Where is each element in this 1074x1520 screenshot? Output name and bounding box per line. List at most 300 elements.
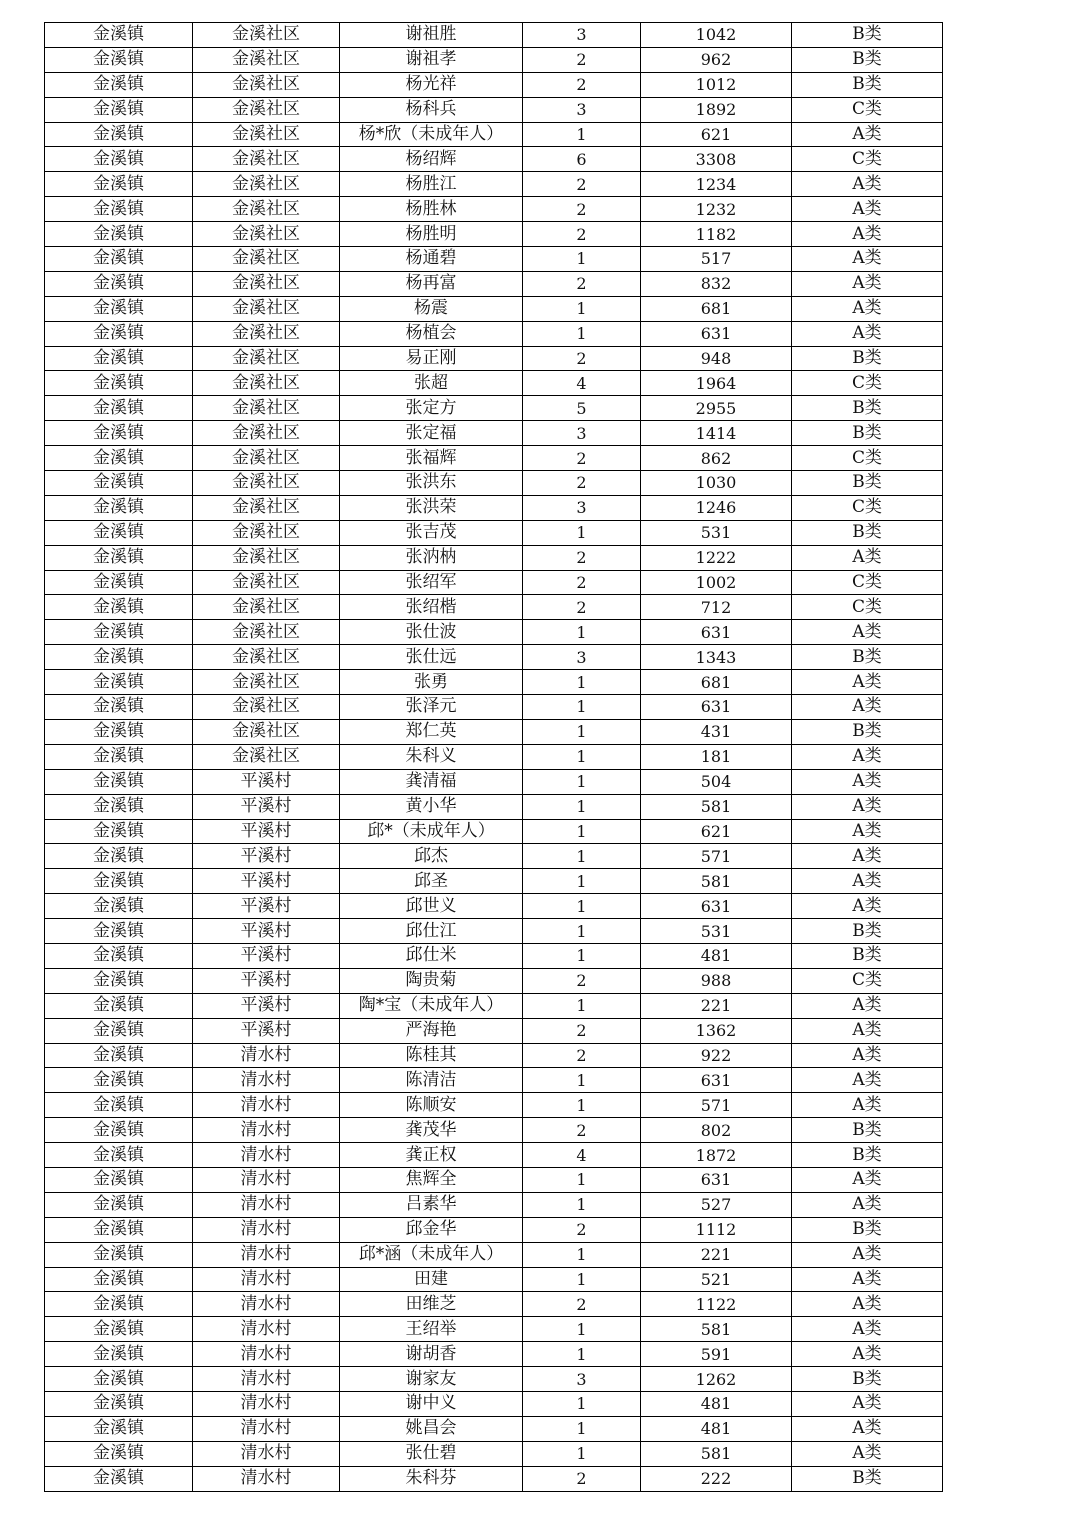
name-cell: 朱科义 [340,744,523,769]
table-row [45,296,943,321]
category-cell: C类 [792,147,943,172]
amount-cell: 221 [641,993,792,1018]
village-cell: 清水村 [193,1267,340,1292]
village-cell: 金溪社区 [193,247,340,272]
town-cell: 金溪镇 [45,1242,193,1267]
village-cell: 金溪社区 [193,744,340,769]
village-cell: 清水村 [193,1093,340,1118]
category-cell: C类 [792,570,943,595]
amount-cell: 802 [641,1118,792,1143]
amount-cell: 631 [641,1167,792,1192]
village-cell: 金溪社区 [193,446,340,471]
town-cell: 金溪镇 [45,1267,193,1292]
village-cell: 金溪社区 [193,670,340,695]
table-row [45,993,943,1018]
category-cell: A类 [792,222,943,247]
name-cell: 邱杰 [340,844,523,869]
document-page [44,22,942,1492]
household-size-cell: 1 [523,670,641,695]
name-cell: 张汭枘 [340,545,523,570]
town-cell: 金溪镇 [45,97,193,122]
name-cell: 张仕远 [340,645,523,670]
name-cell: 邱金华 [340,1217,523,1242]
village-cell: 金溪社区 [193,719,340,744]
category-cell: A类 [792,122,943,147]
category-cell: A类 [792,1192,943,1217]
name-cell: 张吉茂 [340,520,523,545]
category-cell: A类 [792,1018,943,1043]
household-size-cell: 3 [523,421,641,446]
table-row [45,1317,943,1342]
amount-cell: 948 [641,346,792,371]
town-cell: 金溪镇 [45,1192,193,1217]
amount-cell: 1262 [641,1367,792,1392]
village-cell: 金溪社区 [193,147,340,172]
table-row [45,520,943,545]
village-cell: 金溪社区 [193,72,340,97]
village-cell: 金溪社区 [193,545,340,570]
category-cell: A类 [792,794,943,819]
table-row [45,72,943,97]
household-size-cell: 2 [523,968,641,993]
town-cell: 金溪镇 [45,1317,193,1342]
name-cell: 张绍军 [340,570,523,595]
town-cell: 金溪镇 [45,1167,193,1192]
household-size-cell: 3 [523,645,641,670]
amount-cell: 1964 [641,371,792,396]
category-cell: A类 [792,271,943,296]
household-size-cell: 2 [523,172,641,197]
category-cell: B类 [792,346,943,371]
table-row [45,695,943,720]
category-cell: A类 [792,296,943,321]
table-row [45,1242,943,1267]
category-cell: B类 [792,1217,943,1242]
category-cell: C类 [792,495,943,520]
village-cell: 金溪社区 [193,23,340,48]
village-cell: 金溪社区 [193,271,340,296]
table-row [45,1292,943,1317]
town-cell: 金溪镇 [45,446,193,471]
amount-cell: 922 [641,1043,792,1068]
household-size-cell: 1 [523,744,641,769]
household-size-cell: 3 [523,97,641,122]
town-cell: 金溪镇 [45,495,193,520]
village-cell: 金溪社区 [193,371,340,396]
household-size-cell: 1 [523,1317,641,1342]
household-size-cell: 2 [523,346,641,371]
table-row [45,894,943,919]
category-cell: A类 [792,1292,943,1317]
town-cell: 金溪镇 [45,1342,193,1367]
village-cell: 平溪村 [193,919,340,944]
household-size-cell: 1 [523,1441,641,1466]
amount-cell: 1362 [641,1018,792,1043]
name-cell: 邱世义 [340,894,523,919]
category-cell: B类 [792,23,943,48]
name-cell: 吕素华 [340,1192,523,1217]
amount-cell: 221 [641,1242,792,1267]
name-cell: 邱*涵（未成年人） [340,1242,523,1267]
amount-cell: 1222 [641,545,792,570]
household-size-cell: 2 [523,446,641,471]
name-cell: 陈清洁 [340,1068,523,1093]
name-cell: 杨绍辉 [340,147,523,172]
household-size-cell: 1 [523,695,641,720]
table-row [45,1441,943,1466]
household-size-cell: 2 [523,47,641,72]
name-cell: 杨胜江 [340,172,523,197]
village-cell: 清水村 [193,1416,340,1441]
category-cell: C类 [792,968,943,993]
name-cell: 张洪东 [340,471,523,496]
category-cell: B类 [792,396,943,421]
table-row [45,97,943,122]
town-cell: 金溪镇 [45,1466,193,1491]
table-row [45,1043,943,1068]
household-size-cell: 1 [523,1267,641,1292]
household-size-cell: 1 [523,769,641,794]
town-cell: 金溪镇 [45,23,193,48]
table-row [45,47,943,72]
amount-cell: 621 [641,819,792,844]
table-row [45,545,943,570]
table-row [45,769,943,794]
amount-cell: 2955 [641,396,792,421]
name-cell: 陈桂其 [340,1043,523,1068]
amount-cell: 504 [641,769,792,794]
household-size-cell: 3 [523,495,641,520]
village-cell: 金溪社区 [193,197,340,222]
household-size-cell: 5 [523,396,641,421]
household-size-cell: 6 [523,147,641,172]
amount-cell: 832 [641,271,792,296]
village-cell: 平溪村 [193,993,340,1018]
table-row [45,1167,943,1192]
name-cell: 田建 [340,1267,523,1292]
town-cell: 金溪镇 [45,47,193,72]
name-cell: 杨科兵 [340,97,523,122]
amount-cell: 222 [641,1466,792,1491]
village-cell: 平溪村 [193,794,340,819]
village-cell: 金溪社区 [193,421,340,446]
name-cell: 张绍楷 [340,595,523,620]
category-cell: C类 [792,371,943,396]
village-cell: 平溪村 [193,894,340,919]
household-size-cell: 1 [523,1342,641,1367]
category-cell: B类 [792,421,943,446]
name-cell: 田维芝 [340,1292,523,1317]
category-cell: B类 [792,471,943,496]
household-size-cell: 2 [523,72,641,97]
name-cell: 邱圣 [340,869,523,894]
village-cell: 金溪社区 [193,172,340,197]
amount-cell: 1234 [641,172,792,197]
town-cell: 金溪镇 [45,993,193,1018]
town-cell: 金溪镇 [45,670,193,695]
household-size-cell: 1 [523,1167,641,1192]
village-cell: 金溪社区 [193,620,340,645]
name-cell: 张洪荣 [340,495,523,520]
village-cell: 平溪村 [193,943,340,968]
household-size-cell: 2 [523,1466,641,1491]
name-cell: 张仕碧 [340,1441,523,1466]
table-row [45,744,943,769]
town-cell: 金溪镇 [45,1043,193,1068]
household-size-cell: 1 [523,1068,641,1093]
town-cell: 金溪镇 [45,72,193,97]
village-cell: 平溪村 [193,844,340,869]
amount-cell: 517 [641,247,792,272]
amount-cell: 181 [641,744,792,769]
table-row [45,620,943,645]
category-cell: A类 [792,769,943,794]
table-row [45,819,943,844]
town-cell: 金溪镇 [45,271,193,296]
amount-cell: 571 [641,844,792,869]
town-cell: 金溪镇 [45,147,193,172]
town-cell: 金溪镇 [45,1367,193,1392]
table-row [45,1192,943,1217]
household-size-cell: 4 [523,371,641,396]
name-cell: 张仕波 [340,620,523,645]
household-size-cell: 2 [523,1292,641,1317]
town-cell: 金溪镇 [45,794,193,819]
table-row [45,1068,943,1093]
village-cell: 金溪社区 [193,595,340,620]
amount-cell: 1002 [641,570,792,595]
village-cell: 金溪社区 [193,122,340,147]
table-row [45,1391,943,1416]
household-size-cell: 1 [523,1192,641,1217]
town-cell: 金溪镇 [45,197,193,222]
name-cell: 郑仁英 [340,719,523,744]
table-row [45,1367,943,1392]
amount-cell: 1246 [641,495,792,520]
table-row [45,122,943,147]
town-cell: 金溪镇 [45,222,193,247]
name-cell: 张定方 [340,396,523,421]
village-cell: 金溪社区 [193,520,340,545]
amount-cell: 571 [641,1093,792,1118]
village-cell: 金溪社区 [193,570,340,595]
town-cell: 金溪镇 [45,819,193,844]
town-cell: 金溪镇 [45,247,193,272]
village-cell: 清水村 [193,1317,340,1342]
town-cell: 金溪镇 [45,595,193,620]
household-size-cell: 2 [523,1018,641,1043]
town-cell: 金溪镇 [45,172,193,197]
name-cell: 谢胡香 [340,1342,523,1367]
table-row [45,271,943,296]
table-row [45,645,943,670]
table-row [45,222,943,247]
town-cell: 金溪镇 [45,545,193,570]
village-cell: 平溪村 [193,769,340,794]
table-row [45,869,943,894]
category-cell: A类 [792,670,943,695]
category-cell: A类 [792,993,943,1018]
town-cell: 金溪镇 [45,421,193,446]
category-cell: A类 [792,819,943,844]
category-cell: A类 [792,321,943,346]
name-cell: 严海艳 [340,1018,523,1043]
amount-cell: 631 [641,695,792,720]
category-cell: A类 [792,1043,943,1068]
category-cell: B类 [792,1367,943,1392]
name-cell: 邱仕米 [340,943,523,968]
name-cell: 易正刚 [340,346,523,371]
table-row [45,197,943,222]
category-cell: A类 [792,1093,943,1118]
village-cell: 金溪社区 [193,471,340,496]
town-cell: 金溪镇 [45,968,193,993]
name-cell: 张定福 [340,421,523,446]
household-size-cell: 2 [523,197,641,222]
town-cell: 金溪镇 [45,1143,193,1168]
village-cell: 金溪社区 [193,222,340,247]
amount-cell: 481 [641,1391,792,1416]
name-cell: 王绍举 [340,1317,523,1342]
table-row [45,346,943,371]
village-cell: 清水村 [193,1068,340,1093]
name-cell: 焦辉全 [340,1167,523,1192]
household-size-cell: 1 [523,247,641,272]
household-size-cell: 1 [523,620,641,645]
village-cell: 平溪村 [193,1018,340,1043]
amount-cell: 1042 [641,23,792,48]
table-row [45,1143,943,1168]
household-size-cell: 2 [523,222,641,247]
name-cell: 杨胜明 [340,222,523,247]
name-cell: 谢家友 [340,1367,523,1392]
name-cell: 朱科芬 [340,1466,523,1491]
amount-cell: 1343 [641,645,792,670]
name-cell: 谢祖孝 [340,47,523,72]
table-row [45,1018,943,1043]
amount-cell: 581 [641,1317,792,1342]
village-cell: 清水村 [193,1192,340,1217]
name-cell: 谢中义 [340,1391,523,1416]
name-cell: 杨震 [340,296,523,321]
town-cell: 金溪镇 [45,943,193,968]
table-row [45,1342,943,1367]
village-cell: 金溪社区 [193,97,340,122]
village-cell: 平溪村 [193,968,340,993]
table-row [45,1217,943,1242]
name-cell: 邱仕江 [340,919,523,944]
category-cell: A类 [792,545,943,570]
household-size-cell: 2 [523,271,641,296]
table-row [45,446,943,471]
amount-cell: 1872 [641,1143,792,1168]
amount-cell: 531 [641,520,792,545]
village-cell: 清水村 [193,1466,340,1491]
town-cell: 金溪镇 [45,1416,193,1441]
category-cell: C类 [792,446,943,471]
category-cell: B类 [792,719,943,744]
name-cell: 姚昌会 [340,1416,523,1441]
table-row [45,321,943,346]
village-cell: 平溪村 [193,819,340,844]
name-cell: 张泽元 [340,695,523,720]
category-cell: A类 [792,197,943,222]
town-cell: 金溪镇 [45,321,193,346]
village-cell: 清水村 [193,1441,340,1466]
village-cell: 金溪社区 [193,47,340,72]
category-cell: A类 [792,894,943,919]
household-size-cell: 2 [523,570,641,595]
amount-cell: 581 [641,1441,792,1466]
name-cell: 杨通碧 [340,247,523,272]
amount-cell: 631 [641,620,792,645]
table-row [45,1466,943,1491]
name-cell: 龚茂华 [340,1118,523,1143]
village-cell: 金溪社区 [193,495,340,520]
household-size-cell: 3 [523,1367,641,1392]
household-size-cell: 1 [523,1242,641,1267]
amount-cell: 481 [641,1416,792,1441]
household-size-cell: 1 [523,794,641,819]
table-row [45,670,943,695]
category-cell: B类 [792,520,943,545]
town-cell: 金溪镇 [45,844,193,869]
name-cell: 龚正权 [340,1143,523,1168]
table-row [45,23,943,48]
household-size-cell: 1 [523,1416,641,1441]
name-cell: 陶贵菊 [340,968,523,993]
town-cell: 金溪镇 [45,645,193,670]
category-cell: B类 [792,943,943,968]
village-cell: 金溪社区 [193,695,340,720]
name-cell: 杨*欣（未成年人） [340,122,523,147]
village-cell: 金溪社区 [193,396,340,421]
table-row [45,794,943,819]
village-cell: 清水村 [193,1143,340,1168]
household-size-cell: 2 [523,595,641,620]
category-cell: A类 [792,1317,943,1342]
category-cell: A类 [792,695,943,720]
amount-cell: 1232 [641,197,792,222]
village-cell: 清水村 [193,1242,340,1267]
village-cell: 清水村 [193,1118,340,1143]
table-row [45,247,943,272]
village-cell: 清水村 [193,1167,340,1192]
table-row [45,147,943,172]
name-cell: 杨胜林 [340,197,523,222]
amount-cell: 1892 [641,97,792,122]
village-cell: 金溪社区 [193,296,340,321]
village-cell: 清水村 [193,1217,340,1242]
amount-cell: 591 [641,1342,792,1367]
village-cell: 清水村 [193,1391,340,1416]
category-cell: B类 [792,1118,943,1143]
town-cell: 金溪镇 [45,695,193,720]
amount-cell: 581 [641,869,792,894]
name-cell: 邱*（未成年人） [340,819,523,844]
category-cell: A类 [792,869,943,894]
name-cell: 陈顺安 [340,1093,523,1118]
category-cell: C类 [792,595,943,620]
household-size-cell: 1 [523,869,641,894]
amount-cell: 1122 [641,1292,792,1317]
category-cell: A类 [792,1441,943,1466]
amount-cell: 1112 [641,1217,792,1242]
table-body [45,23,943,1492]
table-row [45,1416,943,1441]
table-row [45,943,943,968]
household-size-cell: 2 [523,1118,641,1143]
